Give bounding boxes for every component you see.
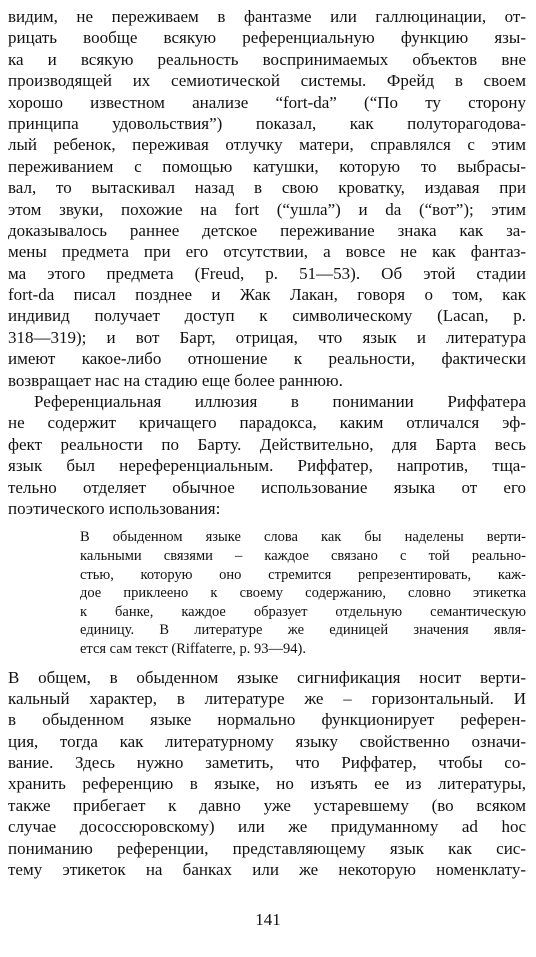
text-line: возвращает нас на стадию еще более раннюю. xyxy=(8,370,343,390)
text-line: в обыденном языке нормально функционирует референ- xyxy=(8,710,526,730)
block-quote xyxy=(80,528,526,658)
text-line: пониманию референции, представляющему язык как сис- xyxy=(8,838,526,858)
paragraph-3 xyxy=(8,667,526,881)
quote-line: ется сам текст (Riffaterre, p. 93—94). xyxy=(80,640,307,657)
text-line: тельно отделяет обычное использование языка от его xyxy=(8,477,526,497)
text-line: доказывалось раннее детское переживание знака как за- xyxy=(8,220,526,240)
text-line: ция, тогда как литературному языку свойственно означи- xyxy=(8,731,526,751)
text-line: имеют какое-либо отношение к реальности, фактически xyxy=(8,349,526,369)
body-text xyxy=(8,6,526,519)
text-line: ка и всякую реальность воспринимаемых объектов вне xyxy=(8,49,526,69)
quote-line: стью, которую оно стремится репрезентировать, каж- xyxy=(80,566,526,583)
text-line: тему этикеток на банках или же некоторую номенклату- xyxy=(8,860,526,880)
text-line: видим, не переживаем в фантазме или галлюцинации, от- xyxy=(8,7,526,26)
text-line: Референциальная иллюзия в понимании Риффатера xyxy=(34,392,526,412)
quote-line: к банке, каждое образует отдельную семантическую xyxy=(80,603,526,620)
text-line: хорошо известном анализе “fort-da” (“По ту сторону xyxy=(8,92,526,112)
quote-line: единицу. В литературе же единицей значения явля- xyxy=(80,622,526,639)
text-line: лый ребенок, переживая отлучку матери, справлялся с этим xyxy=(8,135,526,155)
text-line: поэтического использования: xyxy=(8,498,221,518)
text-line: мены предмета при его отсутствии, а вовсе не как фантаз- xyxy=(8,242,526,262)
body-text-continued xyxy=(8,667,526,881)
quote-line: дое приклеено к своему содержанию, словно этикетка xyxy=(80,585,526,602)
quote-line: кальными связями – каждое связано с той реально- xyxy=(80,547,526,564)
text-line: индивид получает доступ к символическому (Lacan, p. xyxy=(8,306,526,326)
text-line: кальный характер, в литературе же – горизонтальный. И xyxy=(8,688,526,708)
text-line: этом звуки, похожие на fort (“ушла”) и da (“вот”); этим xyxy=(8,199,526,219)
text-line: В общем, в обыденном языке сигнификация носит верти- xyxy=(8,667,526,687)
text-line: фект реальности по Барту. Действительно, для Барта весь xyxy=(8,434,526,454)
text-line: вание. Здесь нужно заметить, что Риффатер, чтобы со- xyxy=(8,753,526,773)
text-line: переживанием с помощью катушки, которую то выбрасы- xyxy=(8,156,526,176)
text-line: хранить референцию в языке, но изъять ее из литературы, xyxy=(8,774,526,794)
text-line: вал, то вытаскивал назад в свою кроватку, издавая при xyxy=(8,178,526,198)
page-number: 141 xyxy=(255,910,281,929)
text-line: не содержит кричащего парадокса, каким отличался эф- xyxy=(8,413,526,433)
text-line: производящей их семиотической системы. Фрейд в своем xyxy=(8,71,526,91)
paragraph-2 xyxy=(8,391,526,519)
text-line: случае дососсюровскому) или же придуманному ad hoc xyxy=(8,817,526,837)
text-line: язык был нереференциальным. Риффатер, напротив, тща- xyxy=(8,456,526,476)
paragraph-1 xyxy=(8,6,526,391)
text-line: ма этого предмета (Freud, p. 51—53). Об этой стадии xyxy=(8,263,526,283)
text-line: также прибегает к давно уже устаревшему (во всяком xyxy=(8,795,526,815)
text-line: 318—319); и вот Барт, отрицая, что язык и литература xyxy=(8,327,526,347)
text-line: принципа удовольствия”) показал, как полуторагодова- xyxy=(8,113,526,133)
text-line: fort-da писал позднее и Жак Лакан, говоря о том, как xyxy=(8,285,526,305)
quote-line: В обыденном языке слова как бы наделены верти- xyxy=(80,529,526,546)
text-line: рицать вообще всякую референциальную функцию язы- xyxy=(8,28,526,48)
